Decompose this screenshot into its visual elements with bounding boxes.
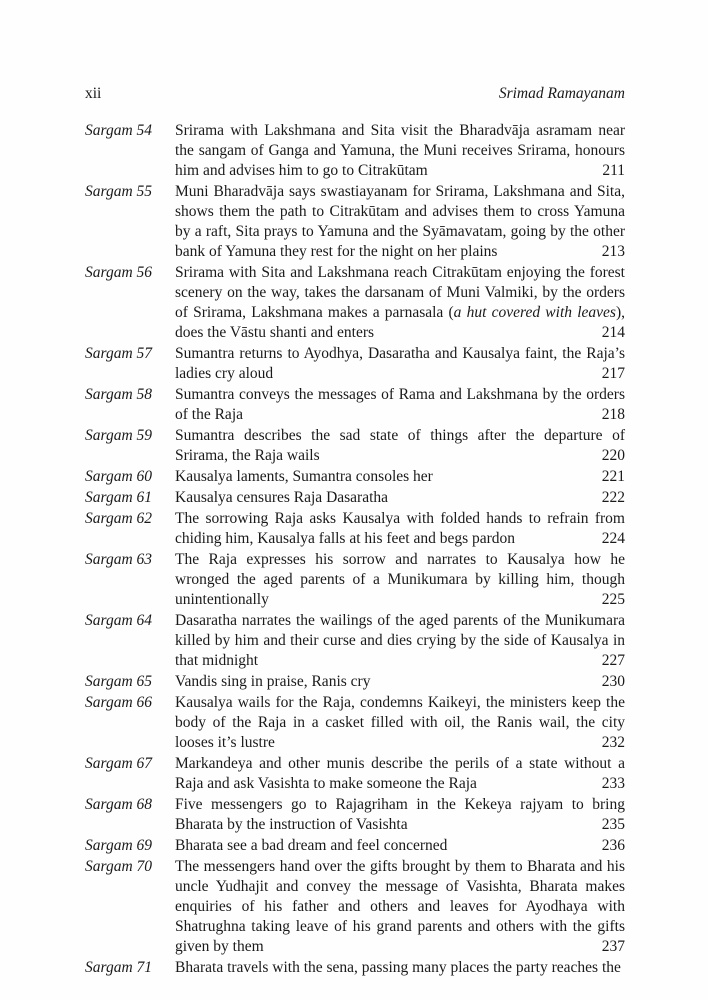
page-number: 233	[596, 774, 625, 794]
page-number: 235	[596, 815, 625, 835]
folio-page-number: xii	[85, 85, 102, 102]
sargam-description: Srirama with Sita and Lakshmana reach Citrakūtam enjoying the forest scenery on the way, takes the darsanam of Muni Valmiki, by the orders of Srirama, Lakshmana makes a parnasala (a hut covered with leaves), does the Vāstu shanti and enters	[175, 264, 625, 341]
sargam-label: Sargam 67	[85, 755, 153, 772]
sargam-label: Sargam 60	[85, 468, 153, 485]
sargam-description: Vandis sing in praise, Ranis cry	[175, 673, 371, 690]
toc-entry	[85, 182, 625, 262]
toc-entry	[85, 611, 625, 671]
sargam-label: Sargam 65	[85, 673, 153, 690]
sargam-description: Sumantra describes the sad state of things after the departure of Srirama, the Raja wails	[175, 427, 625, 464]
page-number: 237	[596, 937, 625, 957]
sargam-description: Kausalya laments, Sumantra consoles her	[175, 468, 433, 485]
toc-entry	[85, 121, 625, 181]
sargam-label: Sargam 63	[85, 551, 153, 568]
table-of-contents	[85, 121, 625, 979]
sargam-label: Sargam 69	[85, 837, 153, 854]
sargam-description: The sorrowing Raja asks Kausalya with folded hands to refrain from chiding him, Kausalya falls at his feet and begs pardon	[175, 510, 625, 547]
toc-entry	[85, 550, 625, 610]
sargam-label: Sargam 70	[85, 858, 153, 875]
page-number: 230	[596, 672, 625, 692]
sargam-label: Sargam 56	[85, 264, 153, 281]
page-number: 232	[596, 733, 625, 753]
page-number: 217	[596, 364, 625, 384]
sargam-description: Dasaratha narrates the wailings of the aged parents of the Munikumara killed by him and their curse and dies crying by the side of Kausalya in that midnight	[175, 612, 625, 669]
page-number: 213	[596, 242, 625, 262]
page-number: 218	[596, 405, 625, 425]
sargam-description: Bharata see a bad dream and feel concerned	[175, 837, 448, 854]
sargam-label: Sargam 59	[85, 427, 153, 444]
toc-entry	[85, 754, 625, 794]
page-number: 221	[596, 467, 625, 487]
sargam-description: Kausalya censures Raja Dasaratha	[175, 489, 389, 506]
toc-entry	[85, 385, 625, 425]
toc-entry	[85, 958, 625, 978]
page-number: 236	[596, 836, 625, 856]
sargam-label: Sargam 62	[85, 510, 153, 527]
page-number: 227	[596, 651, 625, 671]
sargam-label: Sargam 57	[85, 345, 153, 362]
page-number: 225	[596, 590, 625, 610]
toc-entry	[85, 344, 625, 384]
sargam-description: Srirama with Lakshmana and Sita visit the Bharadvāja asramam near the sangam of Ganga and Yamuna, the Muni receives Srirama, honours him and advises him to go to Citrakūtam	[175, 122, 625, 179]
page-number: 214	[596, 323, 625, 343]
sargam-description: Sumantra returns to Ayodhya, Dasaratha and Kausalya faint, the Raja’s ladies cry aloud	[175, 345, 625, 382]
toc-entry	[85, 836, 625, 856]
sargam-label: Sargam 64	[85, 612, 153, 629]
toc-entry	[85, 426, 625, 466]
page-number: 211	[596, 161, 625, 181]
running-title: Srimad Ramayanam	[498, 85, 625, 102]
sargam-description: The messengers hand over the gifts brought by them to Bharata and his uncle Yudhajit and convey the message of Vasishta, Bharata makes enquiries of his father and others and leaves for Ayodhaya with Shatrughna taking leave of his grand parents and others with the gifts given by them	[175, 858, 625, 955]
sargam-description: Sumantra conveys the messages of Rama and Lakshmana by the orders of the Raja	[175, 386, 625, 423]
toc-entry	[85, 467, 625, 487]
sargam-label: Sargam 68	[85, 796, 153, 813]
sargam-label: Sargam 66	[85, 694, 153, 711]
sargam-label: Sargam 71	[85, 959, 153, 976]
sargam-label: Sargam 54	[85, 122, 153, 139]
sargam-label: Sargam 55	[85, 183, 153, 200]
toc-entry	[85, 672, 625, 692]
sargam-label: Sargam 58	[85, 386, 153, 403]
toc-entry	[85, 488, 625, 508]
toc-entry	[85, 509, 625, 549]
page-header	[85, 84, 625, 104]
toc-entry	[85, 795, 625, 835]
page-number: 224	[596, 529, 625, 549]
sargam-description: Bharata travels with the sena, passing many places the party reaches the	[175, 959, 621, 976]
toc-entry	[85, 263, 625, 343]
sargam-description: The Raja expresses his sorrow and narrates to Kausalya how he wronged the aged parents of a Munikumara by killing him, though unintentionally	[175, 551, 625, 608]
sargam-description: Kausalya wails for the Raja, condemns Kaikeyi, the ministers keep the body of the Raja in a casket filled with oil, the Ranis wail, the city looses it’s lustre	[175, 694, 625, 751]
toc-entry	[85, 857, 625, 957]
page-number: 222	[596, 488, 625, 508]
page-number: 220	[596, 446, 625, 466]
sargam-description: Muni Bharadvāja says swastiayanam for Srirama, Lakshmana and Sita, shows them the path to Citrakūtam and advises them to cross Yamuna by a raft, Sita prays to Yamuna and the Syāmavatam, going by the other bank of Yamuna they rest for the night on her plains	[175, 183, 625, 260]
sargam-description: Markandeya and other munis describe the perils of a state without a Raja and ask Vasishta to make someone the Raja	[175, 755, 625, 792]
sargam-description: Five messengers go to Rajagriham in the Kekeya rajyam to bring Bharata by the instruction of Vasishta	[175, 796, 625, 833]
toc-entry	[85, 693, 625, 753]
sargam-label: Sargam 61	[85, 489, 153, 506]
